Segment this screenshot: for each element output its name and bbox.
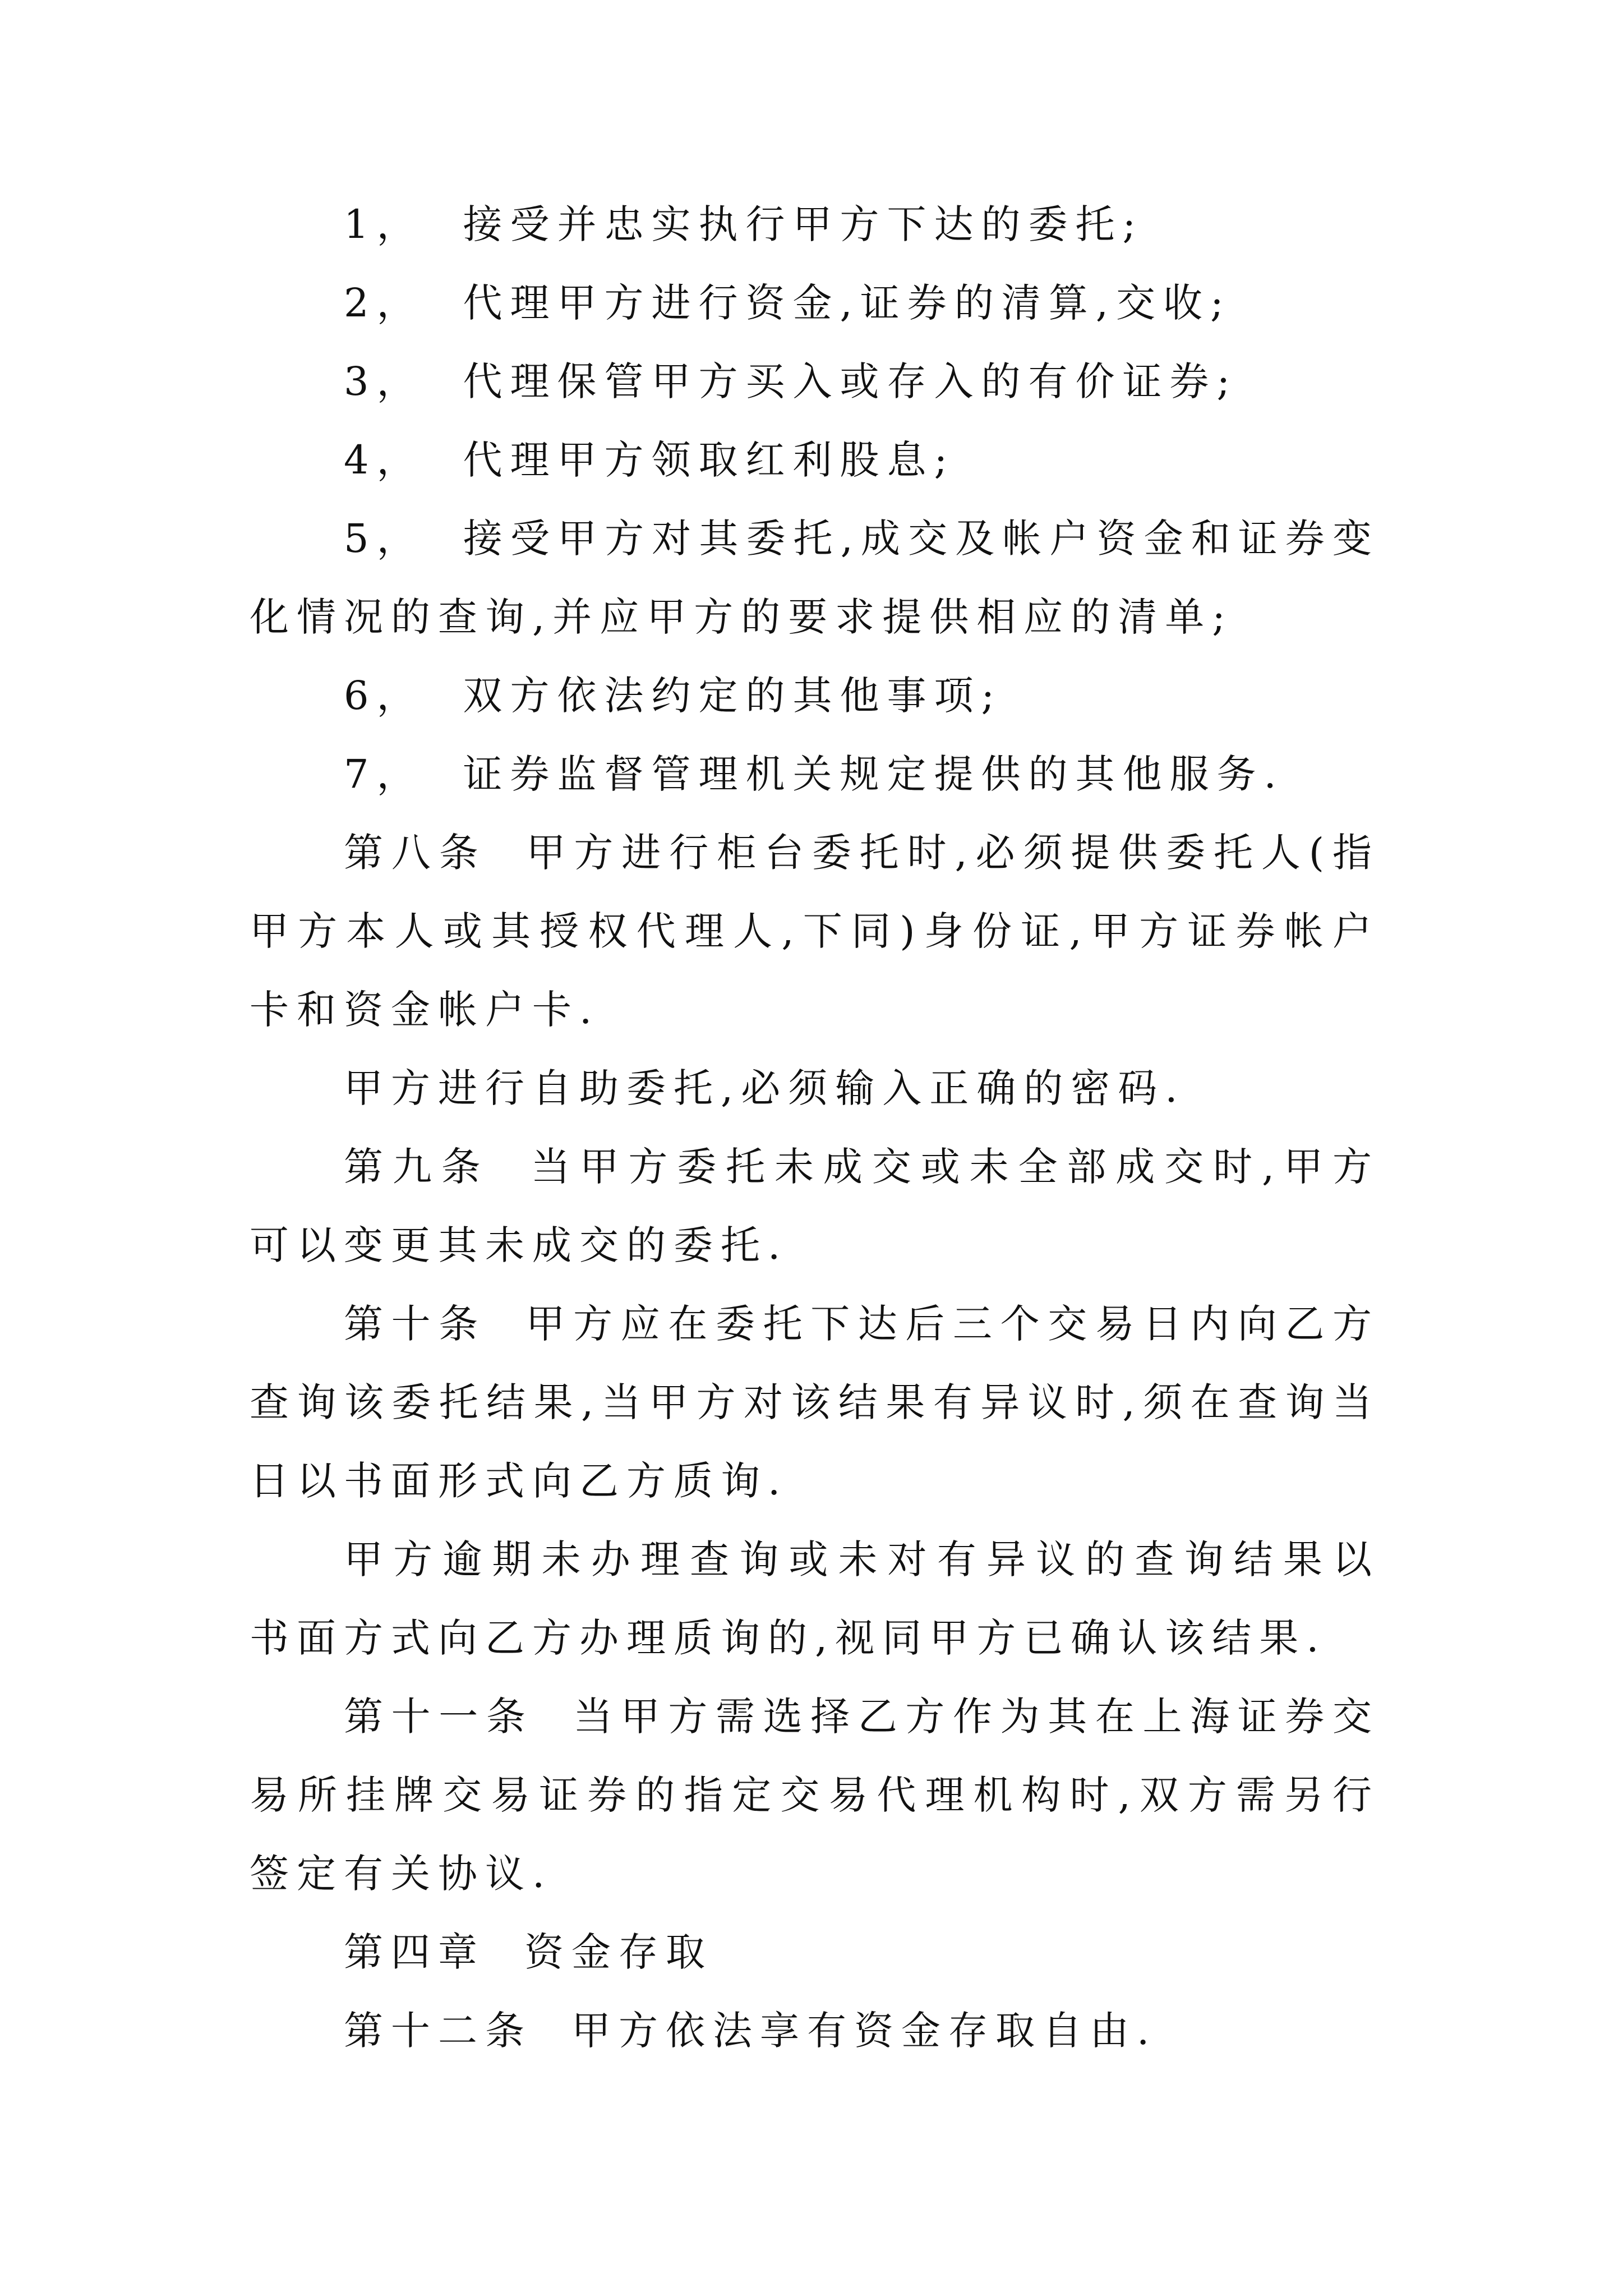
item-number: 5，: [344, 516, 424, 562]
item-text: 证券监督管理机关规定提供的其他服务.: [463, 751, 1284, 797]
paragraph-text: 甲方进行自助委托,必须输入正确的密码.: [344, 1065, 1186, 1111]
body-paragraph: [250, 1520, 1380, 1677]
item-number: 2，: [344, 280, 424, 326]
item-number: 3，: [344, 358, 424, 404]
item-number: 7，: [344, 751, 424, 797]
list-item: [250, 342, 1380, 421]
article-paragraph: [250, 813, 1380, 1049]
item-number: 6，: [344, 673, 424, 719]
chapter-title: 资金存取: [524, 1929, 713, 1975]
body-paragraph: [250, 1049, 1380, 1128]
paragraph-text: 甲方逾期未办理查询或未对有异议的查询结果以书面方式向乙方办理质询的,视同甲方已确认该结果.: [250, 1536, 1380, 1661]
item-text: 代理甲方进行资金,证券的清算,交收;: [463, 280, 1232, 326]
item-text: 双方依法约定的其他事项;: [463, 673, 1003, 719]
article-number: 第八条: [344, 830, 487, 876]
list-item: [250, 499, 1380, 656]
article-paragraph: [250, 1285, 1380, 1520]
document-body: [250, 185, 1380, 2070]
chapter-heading: [250, 1913, 1380, 1991]
article-text: 当甲方需选择乙方作为其在上海证券交易所挂牌交易证券的指定交易代理机构时,双方需另行签定有关协议.: [250, 1694, 1380, 1897]
list-item: [250, 421, 1380, 499]
article-paragraph: [250, 1128, 1380, 1285]
article-text: 甲方应在委托下达后三个交易日内向乙方查询该委托结果,当甲方对该结果有异议时,须在查询当日以书面形式向乙方质询.: [250, 1301, 1380, 1504]
article-text: 甲方依法享有资金存取自由.: [571, 2008, 1158, 2054]
item-text: 接受甲方对其委托,成交及帐户资金和证券变化情况的查询,并应甲方的要求提供相应的清单;: [250, 516, 1380, 640]
item-number: 1，: [344, 201, 424, 247]
list-item: [250, 264, 1380, 342]
article-paragraph: [250, 1991, 1380, 2070]
article-number: 第九条: [344, 1144, 490, 1190]
article-number: 第十一条: [344, 1694, 534, 1740]
article-number: 第十条: [344, 1301, 486, 1347]
item-text: 代理保管甲方买入或存入的有价证券;: [463, 358, 1238, 404]
article-text: 甲方进行柜台委托时,必须提供委托人(指甲方本人或其授权代理人,下同)身份证,甲方证券帐户卡和资金帐户卡.: [250, 830, 1380, 1033]
chapter-number: 第四章: [344, 1929, 485, 1975]
item-number: 4，: [344, 437, 424, 483]
list-item: [250, 185, 1380, 264]
article-paragraph: [250, 1677, 1380, 1913]
list-item: [250, 656, 1380, 735]
article-text: 当甲方委托未成交或未全部成交时,甲方可以变更其未成交的委托.: [250, 1144, 1380, 1268]
article-number: 第十二条: [344, 2008, 532, 2054]
list-item: [250, 735, 1380, 813]
item-text: 代理甲方领取红利股息;: [463, 437, 956, 483]
item-text: 接受并忠实执行甲方下达的委托;: [463, 201, 1144, 247]
